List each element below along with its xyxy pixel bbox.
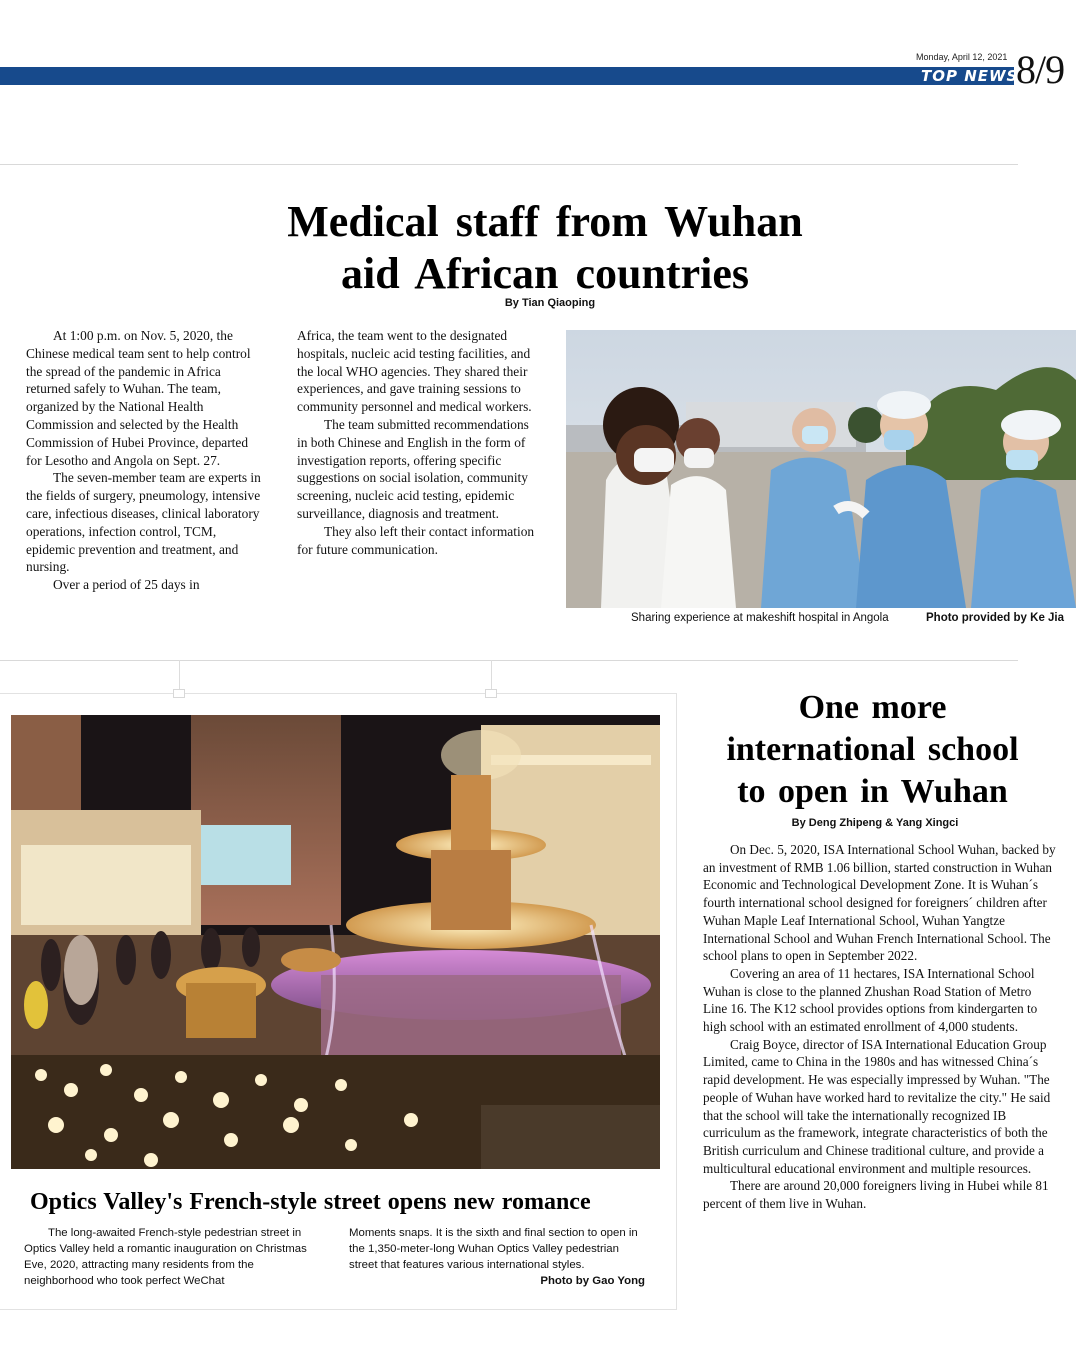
fountain-street-photo [11, 715, 660, 1169]
story2-headline-line3: to open in Wuhan [737, 773, 1008, 810]
story2-column [703, 841, 1057, 1213]
story1-column-1 [26, 327, 266, 594]
section-name: TOP NEWS [921, 67, 1019, 85]
story3-column-2 [349, 1225, 645, 1289]
story3-headline: Optics Valley's French-style street opens new romance [30, 1189, 591, 1215]
story1-headline-line1: Medical staff from Wuhan [287, 197, 803, 246]
story3-paragraph: Moments snaps. It is the sixth and final section to open in the 1,350-meter-long Wuhan Optics Valley pedestrian street that features various international styles. [349, 1227, 638, 1271]
story1-paragraph: Africa, the team went to the designated hospitals, nucleic acid testing facilities, and the local WHO agencies. They shared their experiences, and gave training sessions to community personnel and medical workers. [297, 328, 532, 415]
medical-team-photo [566, 330, 1076, 608]
story2-paragraph: Covering an area of 11 hectares, ISA International School Wuhan is close to the planned Zhushan Road Station of Metro Line 16. The K12 school provides options from kindergarten to high school with an estimated enrollment of 4,000 students. [703, 965, 1038, 1035]
story1-photo-caption: Sharing experience at makeshift hospital in Angola [631, 612, 889, 624]
story2-paragraph: There are around 20,000 foreigners living in Hubei while 81 percent of them live in Wuhan. [703, 1178, 1049, 1212]
story2-paragraph: Craig Boyce, director of ISA International Education Group Limited, came to China in the 1980s and has witnessed China´s rapid development. He was especially impressed by Wuhan. "The people of Wuhan have worked hard to revitalize the city." He said that the school will take the internationally recognized IB curriculum as the framework, integrate characteristics of both the British curriculum and Chinese traditional culture, and provide a multicultural educational environment and multiple resources. [703, 1036, 1051, 1176]
story3-column-1 [24, 1225, 314, 1289]
story1-byline: By Tian Qiaoping [504, 297, 596, 309]
story1-photo-credit: Photo provided by Ke Jia [926, 612, 1065, 624]
section-divider [0, 660, 1018, 661]
story3-paragraph: The long-awaited French-style pedestrian street in Optics Valley held a romantic inauguration on Christmas Eve, 2020, attracting many residents from the neighborhood who took perfect WeChat [24, 1227, 307, 1287]
story2-byline: By Deng Zhipeng & Yang Xingci [791, 817, 959, 829]
story1-paragraph: The team submitted recommendations in both Chinese and English in the form of investigation reports, offering specific suggestions on social isolation, community screening, nucleic acid testing, epidemic surveillance, diagnosis and treatment. [297, 416, 529, 521]
frame-tab [173, 689, 185, 698]
story3-photo-credit: Photo by Gao Yong [540, 1275, 645, 1287]
frame-tab [485, 689, 497, 698]
masthead-bar [0, 67, 1014, 85]
story1-paragraph: At 1:00 p.m. on Nov. 5, 2020, the Chinese medical team sent to help control the spread of the pandemic in Africa returned safely to Wuhan. The team, organized by the National Health Commission and selected by the Health Commission of Hubei Province, departed for Lesotho and Angola on Sept. 27. [26, 328, 251, 468]
story1-paragraph: They also left their contact information for future communication. [297, 523, 535, 557]
frame-connector [179, 660, 180, 690]
story1-paragraph: Over a period of 25 days in [53, 577, 200, 593]
story1-column-2 [297, 327, 537, 558]
story2-paragraph: On Dec. 5, 2020, ISA International School Wuhan, backed by an investment of RMB 1.06 billion, started construction in Wuhan Economic and Technological Development Zone. It is Wuhan´s fourth international school designed for foreigners´ children after Wuhan Maple Leaf International School, Wuhan Yangtze International School and Wuhan French International School. The school plans to open in September 2022. [703, 842, 1056, 964]
story2-headline-line1: One more [798, 689, 947, 726]
issue-date: Monday, April 12, 2021 [916, 52, 1008, 62]
page-number: 8/9 [1016, 47, 1065, 92]
story1-headline [200, 196, 890, 300]
frame-connector [491, 660, 492, 690]
section-divider [0, 164, 1018, 165]
story1-headline-line2: aid African countries [341, 249, 749, 298]
story1-paragraph: The seven-member team are experts in the fields of surgery, pneumology, intensive care, infectious diseases, clinical laboratory operations, infection control, TCM, epidemic prevention and treatment, and nursing. [26, 470, 261, 575]
story2-headline [700, 687, 1045, 813]
story2-headline-line2: international school [726, 731, 1019, 768]
